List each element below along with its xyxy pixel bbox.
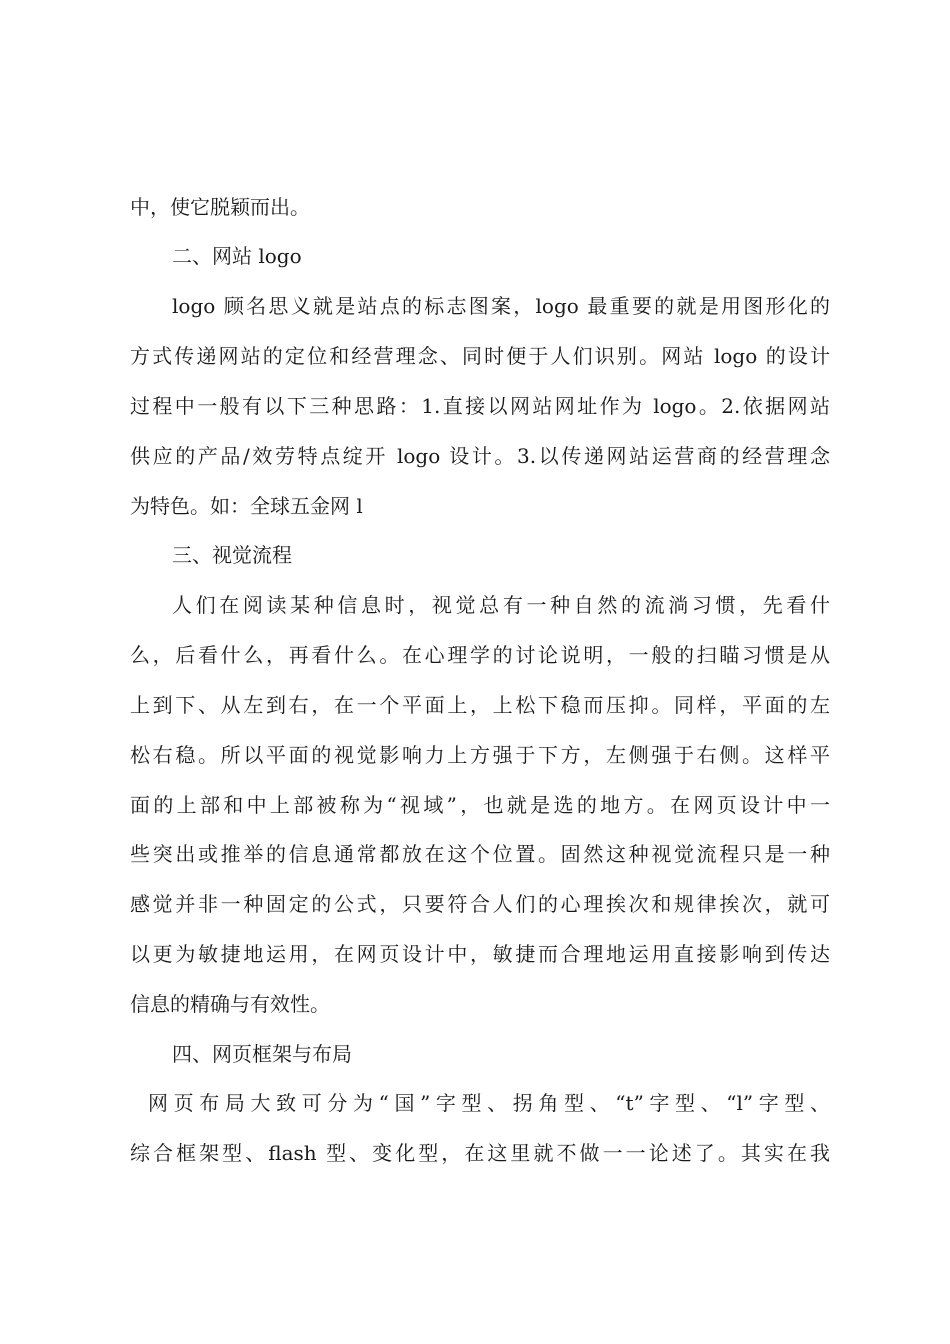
paragraph-line: 为特色。如：全球五金网 l <box>130 494 363 518</box>
paragraph-line: 上到下、从左到右，在一个平面上，上松下稳而压抑。同样，平面的左 <box>130 693 830 717</box>
paragraph-line: logo 顾名思义就是站点的标志图案，logo 最重要的就是用图形化的 <box>172 294 830 318</box>
paragraph-line: 信息的精确与有效性。 <box>130 992 330 1016</box>
paragraph-line: 网页布局大致可分为“国”字型、拐角型、“t”字型、“l”字型、 <box>148 1091 830 1115</box>
paragraph-line: 松右稳。所以平面的视觉影响力上方强于下方，左侧强于右侧。这样平 <box>130 743 830 767</box>
paragraph-line: 中，使它脱颖而出。 <box>130 195 310 219</box>
paragraph-line: 综合框架型、flash 型、变化型，在这里就不做一一论述了。其实在我 <box>130 1141 830 1165</box>
section-heading: 四、网页框架与布局 <box>172 1042 352 1066</box>
paragraph-line: 过程中一般有以下三种思路：1.直接以网站网址作为 logo。2.依据网站 <box>130 394 830 418</box>
paragraph-line: 么，后看什么，再看什么。在心理学的讨论说明，一般的扫瞄习惯是从 <box>130 643 830 667</box>
paragraph-line: 面的上部和中上部被称为“视域”，也就是选的地方。在网页设计中一 <box>130 793 830 817</box>
section-heading: 二、网站 logo <box>172 244 302 268</box>
paragraph-line: 人们在阅读某种信息时，视觉总有一种自然的流淌习惯，先看什 <box>172 593 830 617</box>
section-heading: 三、视觉流程 <box>172 543 292 567</box>
paragraph-line: 些突出或推举的信息通常都放在这个位置。固然这种视觉流程只是一种 <box>130 842 830 866</box>
paragraph-line: 感觉并非一种固定的公式，只要符合人们的心理挨次和规律挨次，就可 <box>130 892 830 916</box>
paragraph-line: 以更为敏捷地运用，在网页设计中，敏捷而合理地运用直接影响到传达 <box>130 942 830 966</box>
paragraph-line: 方式传递网站的定位和经营理念、同时便于人们识别。网站 logo 的设计 <box>130 344 830 368</box>
paragraph-line: 供应的产品/效劳特点绽开 logo 设计。3.以传递网站运营商的经营理念 <box>130 444 830 468</box>
